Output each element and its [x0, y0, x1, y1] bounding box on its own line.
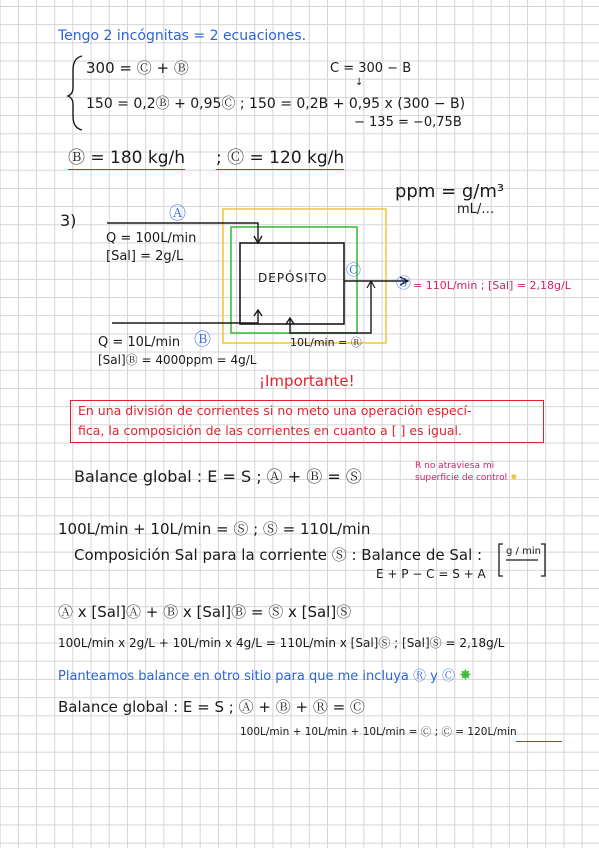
equation-2: 150 = 0,2Ⓑ + 0,95Ⓒ ; 150 = 0,2B + 0,95 x (300 − B) — [86, 96, 466, 112]
stream-b-line — [112, 310, 258, 323]
control-surface-note-2: superficie de control ✸ — [415, 473, 518, 483]
important-text-1: En una división de corrientes si no meto una operación especí- — [78, 403, 472, 418]
stream-a-conc: [Sal] = 2g/L — [106, 249, 184, 264]
stream-c-label: Ⓒ — [346, 261, 362, 279]
result-c: ; Ⓒ = 120 kg/h — [216, 148, 345, 168]
g-per-min-units: g / min — [506, 546, 541, 557]
arrow-down-icon: ↓ — [355, 77, 364, 88]
green-star-icon: ✸ — [459, 666, 472, 684]
section-number: 3) — [60, 211, 77, 230]
stream-b-conc: [Sal]Ⓑ = 4000ppm = 4g/L — [98, 353, 257, 367]
global-balance-2: Balance global : E = S ; Ⓐ + Ⓑ + Ⓡ = Ⓒ — [58, 698, 365, 716]
underline-c-result — [516, 741, 562, 742]
yellow-star-icon: ✸ — [510, 473, 518, 483]
equation-brace — [68, 56, 82, 130]
stream-r-line — [290, 281, 371, 333]
equation-3: − 135 = −0,75B — [354, 115, 462, 130]
equation-1: 300 = Ⓒ + Ⓑ — [86, 59, 189, 77]
important-text-2: fica, la composición de las corrientes en cuanto a [ ] es igual. — [78, 423, 463, 438]
salt-balance-equation: Ⓐ x [Sal]Ⓐ + Ⓑ x [Sal]Ⓑ = Ⓢ x [Sal]Ⓢ — [58, 603, 352, 621]
stream-b-label: Ⓑ — [194, 330, 211, 350]
deposito-label: DEPÓSITO — [258, 271, 328, 285]
stream-b-flow: Q = 10L/min — [98, 335, 181, 350]
header-line: Tengo 2 incógnitas = 2 ecuaciones. — [58, 28, 307, 44]
flow-balance-s: 100L/min + 10L/min = Ⓢ ; Ⓢ = 110L/min — [58, 520, 371, 538]
stream-s-label: Ⓢ — [396, 274, 412, 292]
bracket-right — [541, 544, 545, 576]
important-heading: ¡Importante! — [259, 372, 355, 390]
new-balance-statement: Planteamos balance en otro sitio para que me incluya Ⓡ y Ⓒ ✸ — [58, 666, 472, 684]
stream-r-flow: 10L/min = Ⓡ — [290, 336, 362, 349]
stream-a-label: Ⓐ — [169, 204, 186, 224]
general-balance: E + P − C = S + A — [376, 567, 486, 581]
flow-balance-c: 100L/min + 10L/min + 10L/min = Ⓒ ; Ⓒ = 120L/min — [240, 726, 517, 738]
ppm-definition: ppm = g/m³ — [395, 181, 505, 202]
result-b: Ⓑ = 180 kg/h — [68, 148, 186, 168]
salt-balance-numeric: 100L/min x 2g/L + 10L/min x 4g/L = 110L/min x [Sal]Ⓢ ; [Sal]Ⓢ = 2,18g/L — [58, 636, 505, 650]
stream-s-values: = 110L/min ; [Sal] = 2,18g/L — [413, 279, 571, 292]
substitution: C = 300 − B — [330, 61, 412, 76]
global-balance-1: Balance global : E = S ; Ⓐ + Ⓑ = Ⓢ — [74, 467, 362, 486]
salt-composition-line: Composición Sal para la corriente Ⓢ : Balance de Sal : — [74, 546, 483, 564]
stream-a-flow: Q = 100L/min — [106, 231, 197, 246]
bracket-left — [499, 544, 503, 576]
control-surface-note-1: R no atraviesa mi — [415, 461, 495, 471]
ppm-units: mL/… — [457, 202, 495, 217]
